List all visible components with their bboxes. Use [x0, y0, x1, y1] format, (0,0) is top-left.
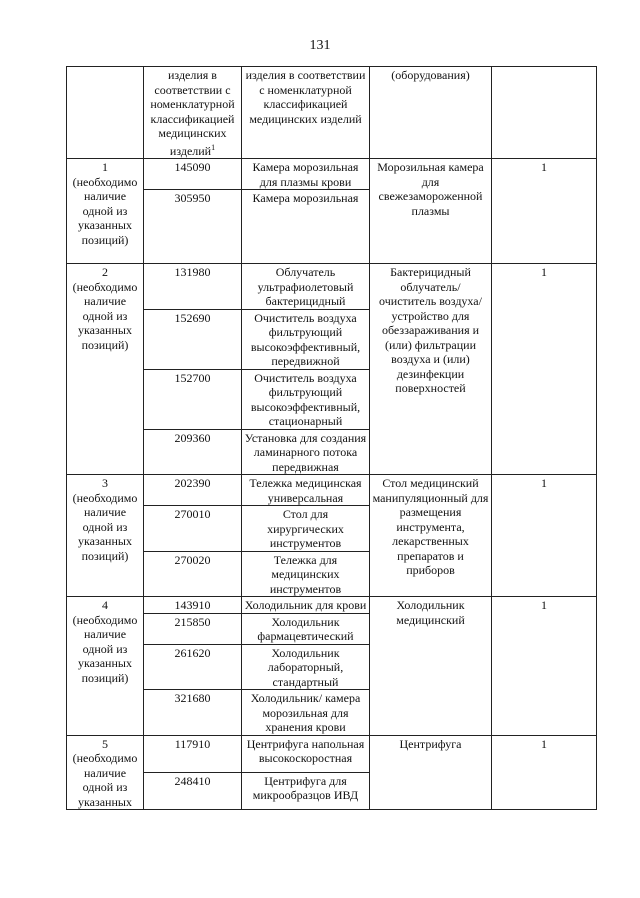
- item-name: Холодильник фармацевтический: [242, 613, 370, 644]
- item-name: Камера морозильная: [242, 190, 370, 264]
- item-name: Центрифуга напольная высокоскоростная: [242, 735, 370, 772]
- group-note: (необходимо наличие одной из указанных позиций): [72, 279, 138, 352]
- group-number-cell: [67, 475, 144, 597]
- group-note: (необходимо наличие одной из указанных: [72, 751, 138, 809]
- item-name: Облучатель ультрафиолетовый бактерицидный: [242, 264, 370, 310]
- group-number-cell: [67, 264, 144, 475]
- group-note: (необходимо наличие одной из указанных позиций): [72, 612, 138, 685]
- table-row: [67, 159, 597, 190]
- quantity: 1: [492, 735, 597, 810]
- item-code: 305950: [144, 190, 242, 264]
- group-number: 2: [102, 265, 108, 279]
- footnote-marker: 1: [211, 142, 216, 152]
- equipment-name: Стол медицинский манипуляционный для размещения инструмента, лекарственных препаратов и приборов: [370, 475, 492, 597]
- item-code: 215850: [144, 613, 242, 644]
- group-number-cell: [67, 597, 144, 736]
- item-code: 145090: [144, 159, 242, 190]
- item-code: 202390: [144, 475, 242, 506]
- item-name: Центрифуга для микрообразцов ИВД: [242, 772, 370, 809]
- item-code: 117910: [144, 735, 242, 772]
- item-name: Тележка для медицинских инструментов: [242, 551, 370, 597]
- item-name: Камера морозильная для плазмы крови: [242, 159, 370, 190]
- group-number: 3: [102, 476, 108, 490]
- group-number: 1: [102, 160, 108, 174]
- group-note: (необходимо наличие одной из указанных позиций): [72, 174, 138, 247]
- item-name: Установка для создания ламинарного потока передвижная: [242, 429, 370, 475]
- quantity: 1: [492, 159, 597, 264]
- header-cell-number: [67, 67, 144, 159]
- item-code: 321680: [144, 690, 242, 736]
- item-name: Холодильник лабораторный, стандартный: [242, 644, 370, 690]
- item-code: 143910: [144, 597, 242, 614]
- equipment-name: Холодильник медицинский: [370, 597, 492, 736]
- item-code: 209360: [144, 429, 242, 475]
- table-header-row: [67, 67, 597, 159]
- equipment-name: Морозильная камера для свежезамороженной плазмы: [370, 159, 492, 264]
- equipment-table: [66, 66, 597, 810]
- table-row: [67, 597, 597, 614]
- equipment-name: Центрифуга: [370, 735, 492, 810]
- table-row: [67, 475, 597, 506]
- item-name: Холодильник/ камера морозильная для хранения крови: [242, 690, 370, 736]
- group-number: 5: [102, 736, 108, 751]
- group-number-cell: [67, 735, 144, 810]
- item-name: Холодильник для крови: [242, 597, 370, 614]
- header-cell-name: изделия в соответствии с номенклатурной классификацией медицинских изделий: [242, 67, 370, 159]
- item-name: Стол для хирургических инструментов: [242, 506, 370, 552]
- header-cell-code: [144, 67, 242, 159]
- item-name: Очиститель воздуха фильтрующий высокоэффективный, передвижной: [242, 309, 370, 369]
- group-number-cell: [67, 159, 144, 264]
- group-note: (необходимо наличие одной из указанных позиций): [72, 490, 138, 563]
- item-code: 152700: [144, 369, 242, 429]
- item-code: 248410: [144, 772, 242, 809]
- quantity: 1: [492, 475, 597, 597]
- item-code: 270010: [144, 506, 242, 552]
- header-cell-equipment: (оборудования): [370, 67, 492, 159]
- quantity: 1: [492, 264, 597, 475]
- item-code: 152690: [144, 309, 242, 369]
- item-code: 270020: [144, 551, 242, 597]
- group-number: 4: [102, 598, 108, 612]
- header-cell-quantity: [492, 67, 597, 159]
- quantity: 1: [492, 597, 597, 736]
- item-code: 261620: [144, 644, 242, 690]
- item-name: Очиститель воздуха фильтрующий высокоэффективный, стационарный: [242, 369, 370, 429]
- header-code-label: изделия в соответствии с номенклатурной классификацией медицинских изделий: [150, 68, 235, 158]
- page-number: 131: [309, 38, 331, 53]
- table-row: [67, 735, 597, 772]
- table-row: [67, 264, 597, 310]
- equipment-name: Бактерицидный облучатель/ очиститель воздуха/ устройство для обеззараживания и (или) фильтрации воздуха и (или) дезинфекции поверхностей: [370, 264, 492, 475]
- item-name: Тележка медицинская универсальная: [242, 475, 370, 506]
- item-code: 131980: [144, 264, 242, 310]
